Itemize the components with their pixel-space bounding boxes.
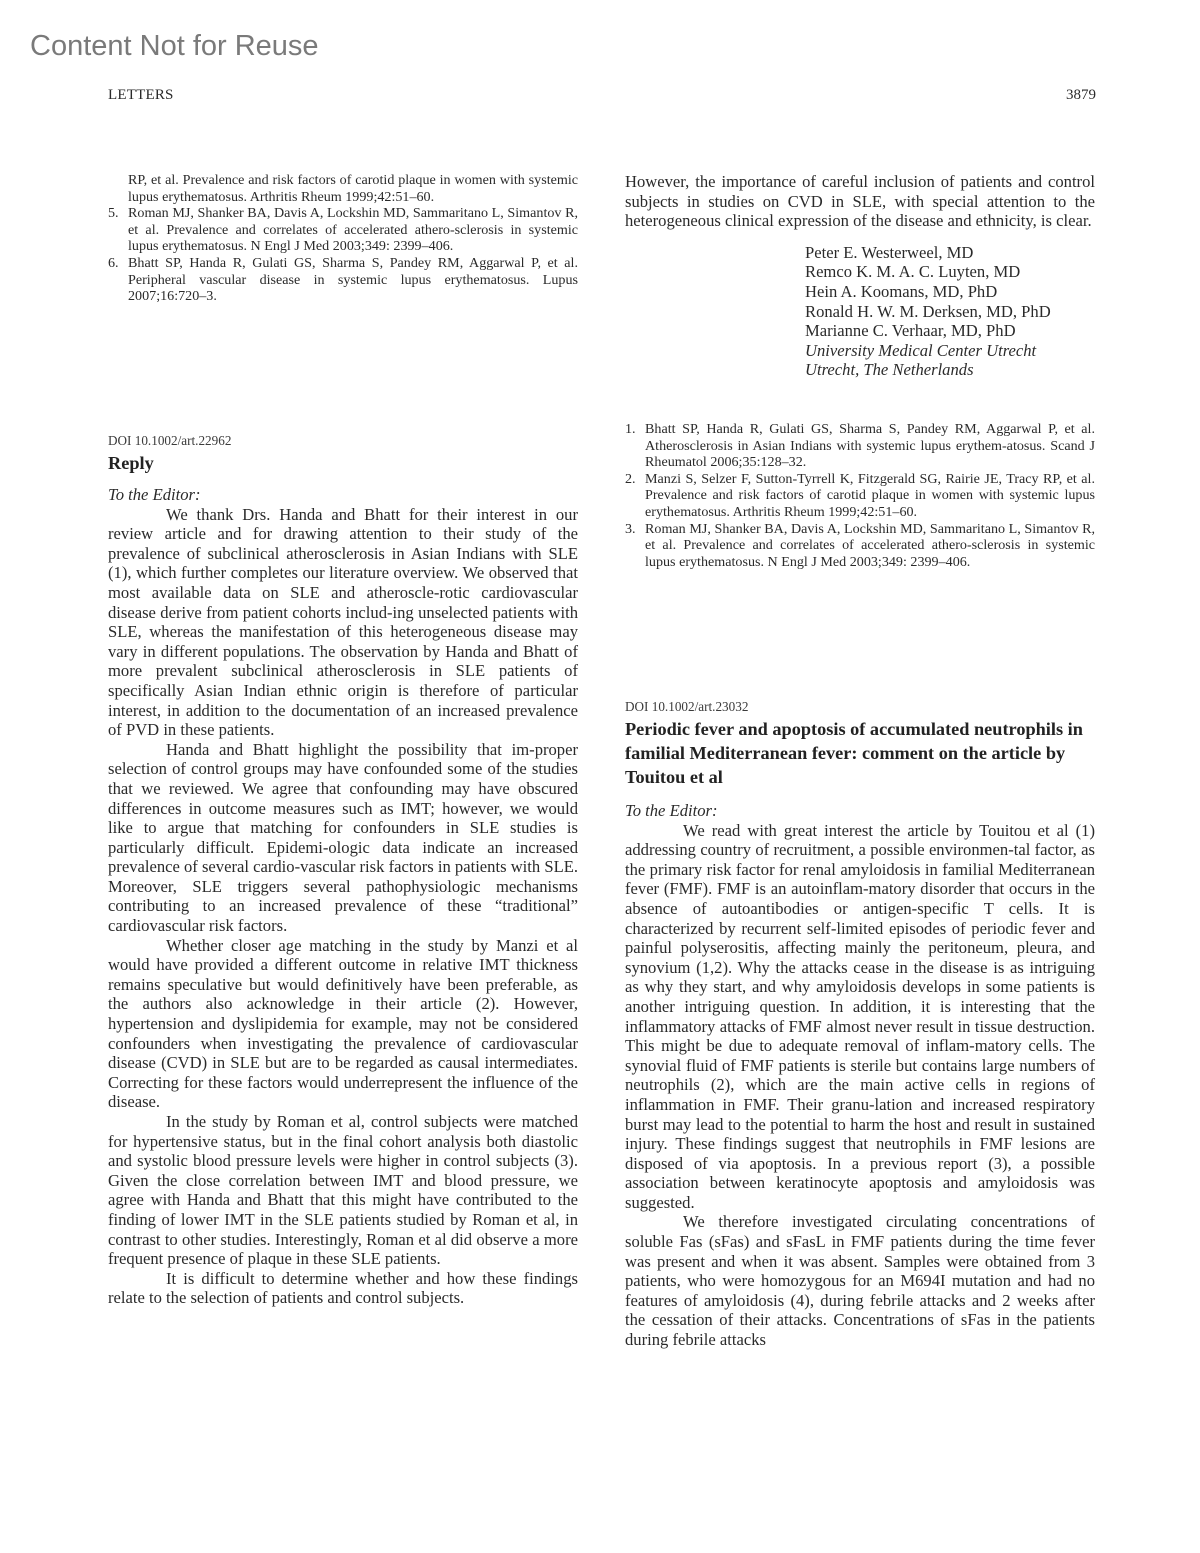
left-column-references xyxy=(108,172,578,305)
author-name: Ronald H. W. M. Derksen, MD, PhD xyxy=(805,301,1051,321)
location: Utrecht, The Netherlands xyxy=(805,360,974,380)
reference-list-continued xyxy=(108,172,578,305)
reply-letter xyxy=(108,433,578,1308)
reference-number: 2. xyxy=(625,470,636,487)
affiliation: University Medical Center Utrecht xyxy=(805,340,1037,360)
reference-item xyxy=(625,521,1095,571)
body-paragraph: We thank Drs. Handa and Bhatt for their interest in our review article and for drawing attention to their study of the prevalence of subclinical atherosclerosis in Asian Indians with SLE (1), which further completes our literature overview. We observed that most available data on SLE and atheroscle-rotic cardiovascular disease derive from patient cohorts includ-ing unselected patients with SLE, whereas the manifestation of this heterogeneous disease may vary in different populations. The observation by Handa and Bhatt of more prevalent subclinical atherosclerosis in SLE patients of specifically Asian Indian ethnic origin is therefore of particular interest, in addition to the documentation of an increased prevalence of PVD in these patients. xyxy=(108,504,578,740)
reference-item xyxy=(625,421,1095,471)
salutation: To the Editor: xyxy=(108,485,201,504)
right-column-references xyxy=(625,421,1095,570)
body-paragraph: We read with great interest the article by Touitou et al (1) addressing country of recruitment, a possible environmen-tal factor, as the primary risk factor for renal amyloidosis in familial Mediterranean fever (FMF). FMF is an autoinflam-matory disorder that occurs in the absence of autoantibodies or antigen-specific T cells. It is characterized by recurrent self-limited episodes of periodic fever and painful polyserositis, affecting mainly the peritoneum, pleura, and synovium (1,2). Why the attacks cease in the disease is as intriguing as why they start, and why amyloidosis develops in some patients is another intriguing question. In addition, it is interesting that the inflammatory attacks of FMF almost never result in tissue destruction. This might be due to adequate removal of inflam-matory cells. The synovial fluid of FMF patients is sterile but contains large numbers of neutrophils (2), which are the main active cells in regions of inflammation in FMF. Their granu-lation and increased respiratory burst may lead to the potential to harm the host and result in sustained injury. These findings suggest that neutrophils in FMF lesions are disposed of via apoptosis. In a previous report (3), a possible association between keratinocyte apoptosis and amyloidosis was suggested. xyxy=(625,820,1095,1212)
reference-number: 5. xyxy=(108,205,119,222)
author-name: Marianne C. Verhaar, MD, PhD xyxy=(805,321,1016,341)
doi-label: DOI 10.1002/art.23032 xyxy=(625,699,749,714)
salutation: To the Editor: xyxy=(625,801,718,820)
reference-text: Manzi S, Selzer F, Sutton-Tyrrell K, Fitzgerald SG, Rairie JE, Tracy RP, et al. Prevalence and risk factors of carotid plaque in women with systemic lupus erythematosus. Arthritis Rheum 1999;42:51–60. xyxy=(645,470,1095,520)
watermark: Content Not for Reuse xyxy=(30,30,319,62)
reference-item xyxy=(108,172,578,205)
reference-item xyxy=(108,205,578,255)
reference-text: Bhatt SP, Handa R, Gulati GS, Sharma S, Pandey RM, Aggarwal P, et al. Peripheral vascular disease in systemic lupus erythematosus. Lupus 2007;16:720–3. xyxy=(128,254,578,305)
letter-title: Reply xyxy=(108,453,154,473)
reference-item xyxy=(625,471,1095,521)
signature-block xyxy=(805,243,1095,380)
author-name: Hein A. Koomans, MD, PhD xyxy=(805,281,998,301)
body-paragraph: In the study by Roman et al, control subjects were matched for hypertensive status, but in the final cohort analysis both diastolic and systolic blood pressure levels were higher in control subjects (3). Given the close correlation between IMT and blood pressure, we agree with Handa and Bhatt that this might have contributed to the finding of lower IMT in the SLE patients studied by Roman et al, in contrast to other studies. Interestingly, Roman et al did observe a more frequent presence of plaque in these SLE patients. xyxy=(108,1112,578,1269)
body-paragraph: We therefore investigated circulating concentrations of soluble Fas (sFas) and sFasL in FMF patients during the time fever was present and when it was absent. Samples were obtained from 3 patients, who were homozygous for an M694I mutation and had no features of amyloidosis (4), during febrile attacks and 2 weeks after the cessation of their attacks. Concentrations of sFas in the patients during febrile attacks xyxy=(625,1212,1095,1350)
reference-number: 1. xyxy=(625,421,636,437)
body-paragraph: It is difficult to determine whether and how these findings relate to the selection of patients and control subjects. xyxy=(108,1268,578,1308)
doi-label: DOI 10.1002/art.22962 xyxy=(108,433,232,448)
letter-title: Periodic fever and apoptosis of accumulated neutrophils in familial Mediterranean fever: comment on the article by Touitou et al xyxy=(625,719,1083,787)
running-head-section: LETTERS xyxy=(108,87,174,103)
reference-list xyxy=(625,421,1095,570)
reference-text: RP, et al. Prevalence and risk factors of carotid plaque in women with systemic lupus erythematosus. Arthritis Rheum 1999;42:51–60. xyxy=(128,172,578,205)
reply-continued xyxy=(625,172,1095,380)
fmf-letter xyxy=(625,699,1095,1350)
body-paragraph: However, the importance of careful inclusion of patients and control subjects in studies on CVD in SLE, with special attention to the heterogeneous clinical expression of the disease and ethnicity, is clear. xyxy=(625,172,1095,231)
body-paragraph: Handa and Bhatt highlight the possibility that im-proper selection of control groups may have confounded some of the studies that we reviewed. We agree that confounding may have obscured differences in outcome measures such as IMT; however, we would like to argue that matching for confounders in SLE studies is particularly difficult. Epidemi-ologic data indicate an increased prevalence of several cardio-vascular risk factors in patients with SLE. Moreover, SLE triggers several pathophysiologic mechanisms contributing to an increased prevalence of these “traditional” cardiovascular risk factors. xyxy=(108,739,578,936)
author-name: Remco K. M. A. C. Luyten, MD xyxy=(805,262,1021,282)
reference-text: Roman MJ, Shanker BA, Davis A, Lockshin MD, Sammaritano L, Simantov R, et al. Prevalence and correlates of accelerated athero-sclerosis in systemic lupus erythematosus. N Engl J Med 2003;349: 2399–406. xyxy=(645,520,1095,570)
reference-number: 3. xyxy=(625,520,636,537)
body-paragraph: Whether closer age matching in the study by Manzi et al would have provided a different outcome in relative IMT thickness remains speculative but would definitively have been preferable, as the authors also acknowledge in their article (2). However, hypertension and dyslipidemia for example, may not be considered confounders when investigating the prevalence of cardiovascular disease (CVD) in SLE but are to be regarded as causal intermediates. Correcting for these factors would underrepresent the influence of the disease. xyxy=(108,935,578,1112)
page-number: 3879 xyxy=(1066,87,1096,103)
reference-text: Roman MJ, Shanker BA, Davis A, Lockshin MD, Sammaritano L, Simantov R, et al. Prevalence and correlates of accelerated athero-sclerosis in systemic lupus erythematosus. N Engl J Med 2003;349: 2399–406. xyxy=(128,205,578,255)
reference-text: Bhatt SP, Handa R, Gulati GS, Sharma S, Pandey RM, Aggarwal P, et al. Atherosclerosis in Asian Indians with systemic lupus erythem-atosus. Scand J Rheumatol 2006;35:128–32. xyxy=(645,421,1095,471)
reference-item xyxy=(108,255,578,305)
author-name: Peter E. Westerweel, MD xyxy=(805,242,974,262)
reference-number: 6. xyxy=(108,254,119,271)
